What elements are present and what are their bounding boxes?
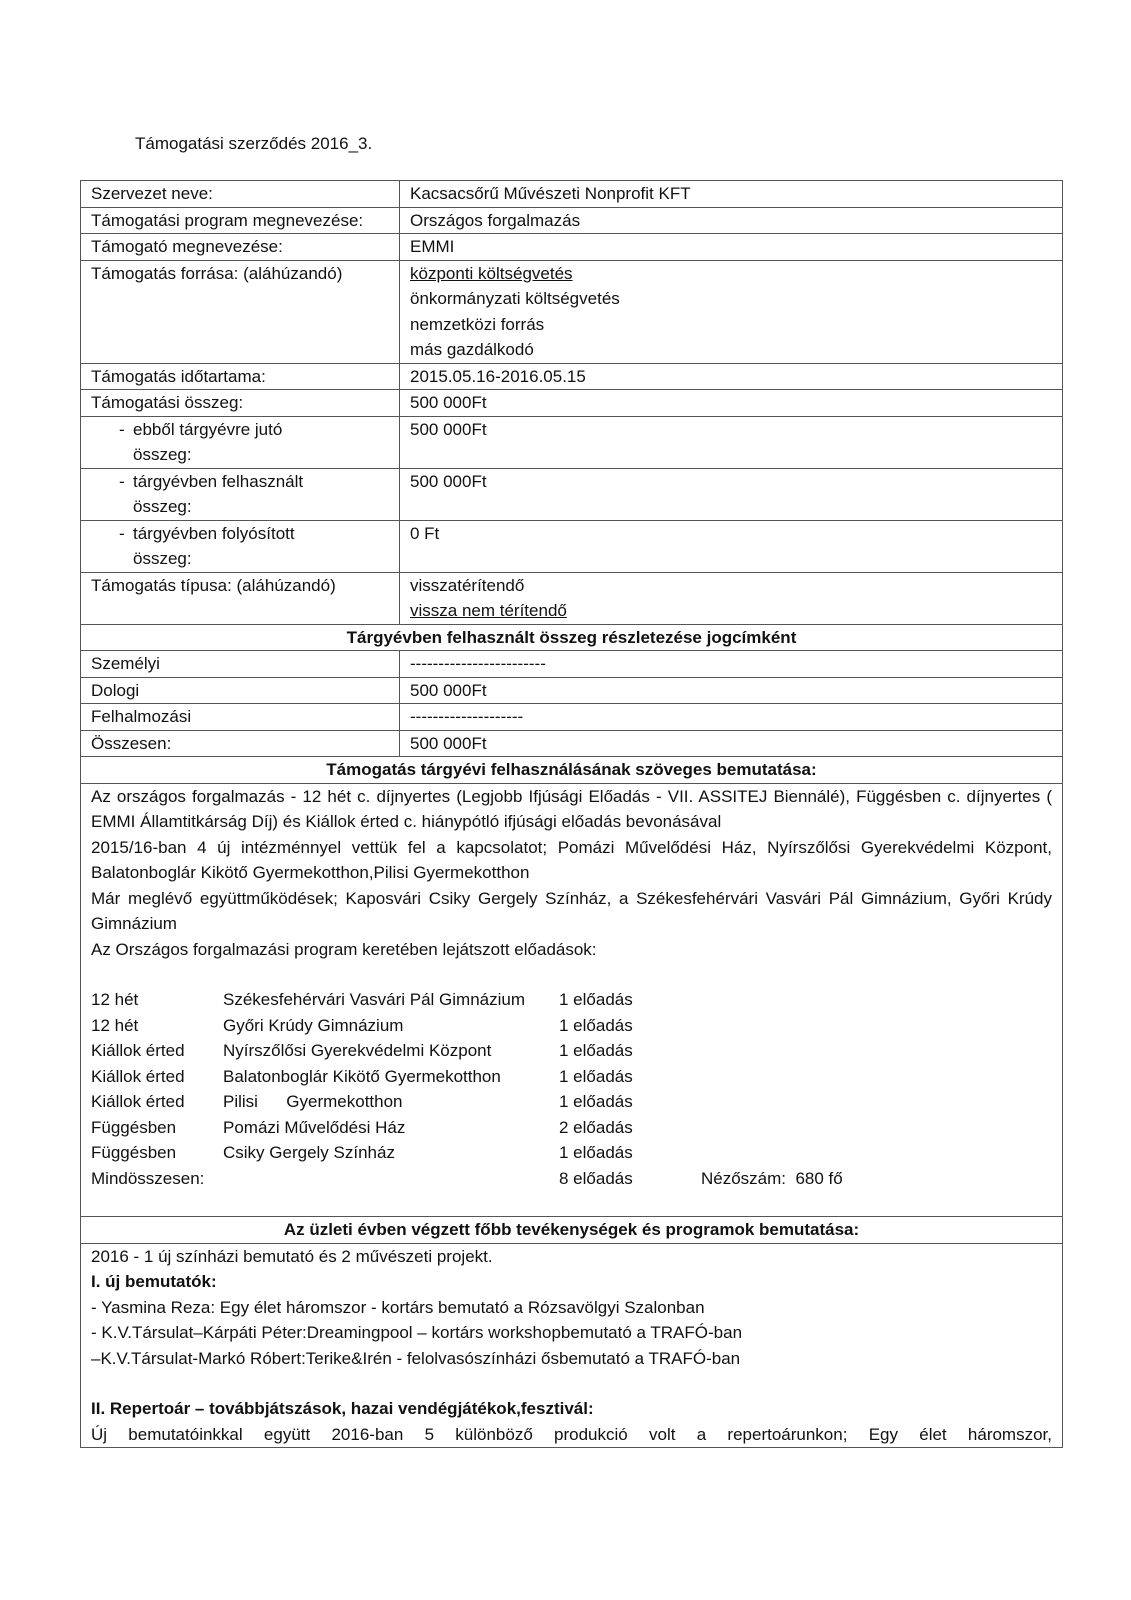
value-program: Országos forgalmazás — [400, 207, 1063, 234]
perf-venue: Csiky Gergely Színház — [223, 1143, 395, 1162]
activities-heading-new: I. új bemutatók: — [91, 1272, 217, 1291]
performance-list — [91, 987, 1052, 1191]
value-total: 500 000Ft — [400, 730, 1063, 757]
perf-show: Függésben — [91, 1143, 177, 1162]
label-amount: Támogatási összeg: — [81, 390, 400, 417]
row-activities — [81, 1243, 1063, 1448]
value-sub1: 500 000Ft — [400, 416, 1063, 468]
value-sub3: 0 Ft — [400, 520, 1063, 572]
row-type — [81, 572, 1063, 624]
section-header-legal — [81, 624, 1063, 651]
value-org: Kacsacsőrű Művészeti Nonprofit KFT — [400, 181, 1063, 208]
row-duration — [81, 363, 1063, 390]
perf-show: Kiállok érted — [91, 1041, 185, 1060]
row-personal — [81, 651, 1063, 678]
value-type — [400, 572, 1063, 624]
support-table — [80, 180, 1063, 1448]
label-sub2 — [81, 468, 400, 520]
source-option-international: nemzetközi forrás — [410, 314, 545, 334]
label-accum: Felhalmozási — [81, 704, 400, 731]
row-org — [81, 181, 1063, 208]
source-option-central: központi költségvetés — [410, 263, 573, 283]
value-accum: -------------------- — [400, 704, 1063, 731]
row-sub2 — [81, 468, 1063, 520]
narrative-block — [81, 783, 1063, 1217]
perf-venue: Balatonboglár Kikötő Gyermekotthon — [223, 1066, 501, 1086]
narrative-p2: 2015/16-ban 4 új intézménnyel vettük fel a kapcsolatot; Pomázi Művelődési Ház, Nyírszőlősi Gyerekvédelmi Központ, Balatonboglár Kikötő Gyermekotthon,Pilisi Gyermekotthon — [91, 837, 1052, 882]
label-material: Dologi — [81, 677, 400, 704]
activities-intro: 2016 - 1 új színházi bemutató és 2 művészeti projekt. — [91, 1246, 493, 1266]
perf-total-count: 8 előadás — [559, 1168, 633, 1188]
row-program — [81, 207, 1063, 234]
bullet-dash: - — [119, 471, 125, 491]
label-sub1-line1: ebből tárgyévre jutó — [133, 419, 283, 439]
value-duration: 2015.05.16-2016.05.15 — [400, 363, 1063, 390]
perf-count: 1 előadás — [559, 1143, 633, 1162]
perf-show: Kiállok érted — [91, 1092, 185, 1111]
source-option-municipal: önkormányzati költségvetés — [410, 289, 620, 308]
perf-count: 1 előadás — [559, 1066, 633, 1086]
value-personal: ------------------------ — [400, 651, 1063, 678]
row-sub3 — [81, 520, 1063, 572]
perf-show: Függésben — [91, 1117, 177, 1137]
type-option-repayable: visszatérítendő — [410, 575, 525, 595]
row-supporter — [81, 234, 1063, 261]
narrative-p4: Az Országos forgalmazási program keretében lejátszott előadások: — [91, 939, 597, 959]
perf-venue: Pomázi Művelődési Ház — [223, 1117, 406, 1137]
document-title: Támogatási szerződés 2016_3. — [135, 134, 373, 153]
narrative-p3: Már meglévő együttműködések; Kaposvári Csiky Gergely Színház, a Székesfehérvári Vasvári Pál Gimnázium, Győri Krúdy Gimnázium — [91, 888, 1052, 933]
activities-block — [81, 1243, 1063, 1448]
label-program: Támogatási program megnevezése: — [81, 207, 400, 234]
label-org: Szervezet neve: — [81, 181, 400, 208]
value-sub2: 500 000Ft — [400, 468, 1063, 520]
row-source — [81, 260, 1063, 363]
label-type: Támogatás típusa: (aláhúzandó) — [81, 572, 400, 624]
value-source — [400, 260, 1063, 363]
section-header-narrative — [81, 757, 1063, 784]
label-sub1-line2: összeg: — [133, 445, 192, 464]
perf-count: 1 előadás — [559, 1041, 633, 1060]
type-option-nonrepayable: vissza nem térítendő — [410, 601, 567, 620]
audience-count: Nézőszám: 680 fő — [701, 1168, 843, 1188]
perf-venue: Pilisi Gyermekotthon — [223, 1092, 403, 1111]
section-title-activities: Az üzleti évben végzett főbb tevékenységek és programok bemutatása: — [81, 1217, 1063, 1244]
activity-item: - K.V.Társulat–Kárpáti Péter:Dreamingpool – kortárs workshopbemutató a TRAFÓ-ban — [91, 1323, 743, 1342]
row-material — [81, 677, 1063, 704]
perf-count: 1 előadás — [559, 1015, 633, 1035]
perf-venue: Nyírszőlősi Gyerekvédelmi Központ — [223, 1041, 492, 1060]
activity-item: –K.V.Társulat-Markó Róbert:Terike&Irén - felolvasószínházi ősbemutató a TRAFÓ-ban — [91, 1348, 741, 1368]
perf-count: 1 előadás — [559, 990, 633, 1009]
label-sub3-line1: tárgyévben folyósított — [133, 523, 295, 543]
activity-item: - Yasmina Reza: Egy élet háromszor - kortárs bemutató a Rózsavölgyi Szalonban — [91, 1297, 705, 1317]
perf-venue: Székesfehérvári Vasvári Pál Gimnázium — [223, 990, 526, 1009]
perf-total-label: Mindösszesen: — [91, 1168, 205, 1188]
label-personal: Személyi — [81, 651, 400, 678]
label-sub3 — [81, 520, 400, 572]
narrative-p1: Az országos forgalmazás - 12 hét c. díjnyertes (Legjobb Ifjúsági Előadás - VII. ASSITEJ Biennálé), Függésben c. díjnyertes ( EMMI Államtitkárság Díj) és Kiállok érted c. hiánypótló ifjúsági előadás bevonásával — [91, 786, 1052, 831]
label-sub1 — [81, 416, 400, 468]
label-total: Összesen: — [81, 730, 400, 757]
label-sub2-line2: összeg: — [133, 497, 192, 516]
label-sub3-line2: összeg: — [133, 549, 192, 568]
value-supporter: EMMI — [400, 234, 1063, 261]
row-sub1 — [81, 416, 1063, 468]
value-amount: 500 000Ft — [400, 390, 1063, 417]
label-supporter: Támogató megnevezése: — [81, 234, 400, 261]
perf-count: 1 előadás — [559, 1092, 633, 1111]
perf-show: Kiállok érted — [91, 1066, 185, 1086]
activities-last-line: Új bemutatóinkkal együtt 2016-ban 5 különböző produkció volt a repertoárunkon; Egy élet háromszor, — [91, 1424, 1052, 1444]
perf-venue: Győri Krúdy Gimnázium — [223, 1015, 404, 1035]
label-source: Támogatás forrása: (aláhúzandó) — [81, 260, 400, 363]
bullet-dash: - — [119, 419, 125, 439]
perf-count: 2 előadás — [559, 1117, 633, 1137]
source-option-other: más gazdálkodó — [410, 340, 534, 359]
perf-show: 12 hét — [91, 1015, 139, 1035]
value-material: 500 000Ft — [400, 677, 1063, 704]
bullet-dash: - — [119, 523, 125, 543]
row-accum — [81, 704, 1063, 731]
label-duration: Támogatás időtartama: — [81, 363, 400, 390]
row-narrative — [81, 783, 1063, 1217]
section-header-activities — [81, 1217, 1063, 1244]
perf-show: 12 hét — [91, 990, 139, 1009]
activities-heading-repertoire: II. Repertoár – továbbjátszások, hazai vendégjátékok,fesztivál: — [91, 1399, 594, 1418]
row-amount — [81, 390, 1063, 417]
section-title-legal: Tárgyévben felhasznált összeg részletezése jogcímként — [81, 624, 1063, 651]
label-sub2-line1: tárgyévben felhasznált — [133, 471, 304, 491]
row-total — [81, 730, 1063, 757]
section-title-narrative: Támogatás tárgyévi felhasználásának szöveges bemutatása: — [81, 757, 1063, 784]
